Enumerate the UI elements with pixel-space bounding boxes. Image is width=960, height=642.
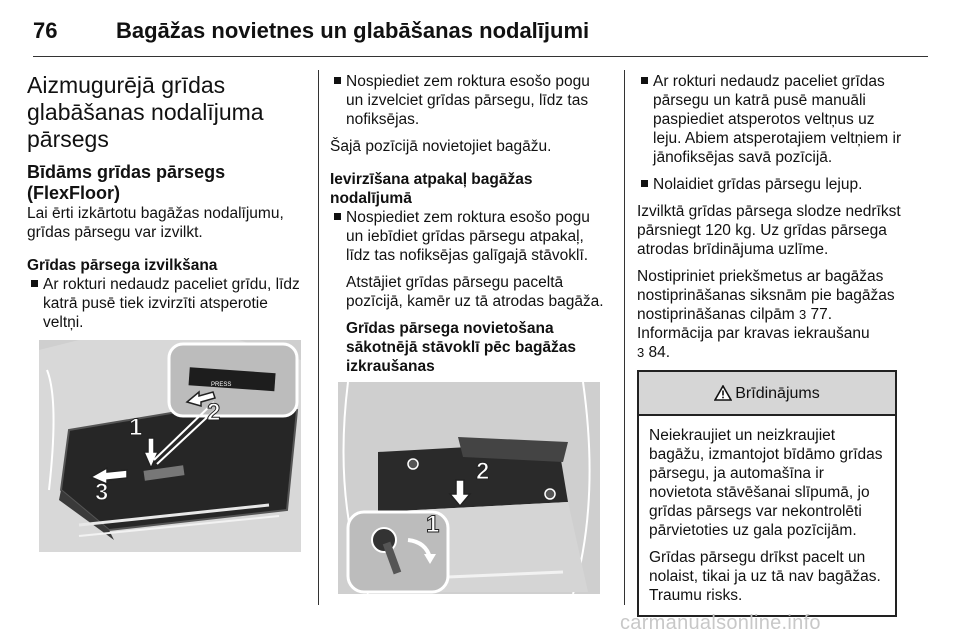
- bullet-square-icon: [641, 77, 648, 84]
- bullet-item: [330, 208, 606, 265]
- page-reference-arrow-icon: 3: [637, 345, 645, 360]
- bullet-square-icon: [334, 213, 341, 220]
- chapter-title: Bagāžas novietnes un glabāšanas nodalījumi: [116, 18, 590, 43]
- bullet-text: Ar rokturi nedaudz paceliet grīdas pārsegu un katrā pusē manuāli paspiediet atsperotos veltņus uz leju. Abiem atsperotajiem veltņiem ir jānofiksējas savā pozīcijā.: [653, 73, 902, 166]
- warning-box: [637, 370, 897, 617]
- restore-heading: Grīdas pārsega novietošana sākotnējā stāvoklī pēc bagāžas izkraušanas: [346, 320, 577, 375]
- bullet-square-icon: [641, 180, 648, 187]
- insert-heading: Ievirzīšana atpakaļ bagāžas nodalījumā: [330, 171, 533, 207]
- page-reference-arrow-icon: 3: [798, 307, 807, 322]
- bullet-square-icon: [334, 77, 341, 84]
- page-header: [33, 14, 928, 48]
- column-2: [330, 72, 606, 594]
- warning-paragraph: Neiekraujiet un neizkraujiet bagāžu, izmantojot bīdāmo grīdas pārsegu, ja automašīna ir novietota stāvēšanai slīpumā, jo grīdas pārsegs var nekontrolēti pārvietoties uz gala pozīcijām.: [649, 427, 883, 539]
- flexfloor-extend-illustration: [39, 340, 301, 552]
- column-divider-2: [624, 70, 625, 605]
- strap-paragraph: Nostipriniet priekšmetus ar bagāžas nostiprināšanas siksnām pie bagāžas nostiprināšanas cilpām 3 77.: [637, 268, 895, 323]
- svg-text:PRESS: PRESS: [211, 382, 232, 388]
- bullet-item: [330, 72, 606, 129]
- bullet-text: Ar rokturi nedaudz paceliet grīdu, līdz katrā pusē tiek izvirzīti atsperotie veltņi.: [43, 276, 300, 331]
- callout-1: 1: [426, 511, 440, 538]
- page-reference-link[interactable]: 77.: [810, 306, 833, 323]
- bullet-text: Nospiediet zem roktura esošo pogu un iebīdiet grīdas pārsegu atpakaļ, līdz tas nofiksējas galīgajā stāvoklī.: [346, 209, 590, 264]
- callout-2: 2: [476, 458, 490, 485]
- load-limit-paragraph: Izvilktā grīdas pārsega slodze nedrīkst pārsniegt 120 kg. Uz grīdas pārsega atrodas brīdinājuma uzlīme.: [637, 203, 901, 258]
- column-3: [637, 72, 905, 617]
- column-divider-1: [318, 70, 319, 605]
- callout-1: 1: [129, 414, 143, 441]
- removal-heading: Grīdas pārsega izvilkšana: [27, 257, 218, 274]
- loading-info-paragraph: Informācija par kravas iekraušanu 3 84.: [637, 325, 870, 361]
- section-title: Aizmugurējā grīdas glabāšanas nodalījuma pārsegs: [27, 72, 264, 152]
- flexfloor-restore-illustration: [338, 382, 600, 594]
- warning-triangle-icon: [714, 385, 732, 401]
- bullet-item: [637, 175, 905, 194]
- warning-body: [639, 416, 895, 615]
- warning-paragraph: Grīdas pārsegu drīkst pacelt un nolaist, tikai ja uz tā nav bagāžas. Traumu risks.: [649, 549, 881, 604]
- warning-header: [639, 372, 895, 416]
- callout-3: 3: [95, 479, 109, 506]
- watermark: carmanualsonline.info: [620, 612, 821, 634]
- bullet-item: [27, 275, 307, 332]
- bullet-item: [637, 72, 905, 167]
- intro-paragraph: Lai ērti izkārtotu bagāžas nodalījumu, grīdas pārsegu var izvilkt.: [27, 205, 284, 241]
- column-1: [27, 72, 307, 552]
- header-divider: [33, 56, 928, 57]
- page-reference-link[interactable]: 84.: [648, 344, 671, 361]
- warning-title: Brīdinājums: [735, 384, 820, 402]
- subsection-title: Bīdāms grīdas pārsegs (FlexFloor): [27, 162, 226, 203]
- indented-paragraph: Atstājiet grīdas pārsegu paceltā pozīcijā, kamēr uz tā atrodas bagāža.: [346, 274, 604, 310]
- paragraph: Šajā pozīcijā novietojiet bagāžu.: [330, 138, 552, 155]
- bullet-text: Nospiediet zem roktura esošo pogu un izvelciet grīdas pārsegu, līdz tas nofiksējas.: [346, 73, 590, 128]
- callout-2: 2: [207, 399, 221, 426]
- bullet-text: Nolaidiet grīdas pārsegu lejup.: [653, 176, 863, 193]
- bullet-square-icon: [31, 280, 38, 287]
- page-number: 76: [33, 18, 58, 43]
